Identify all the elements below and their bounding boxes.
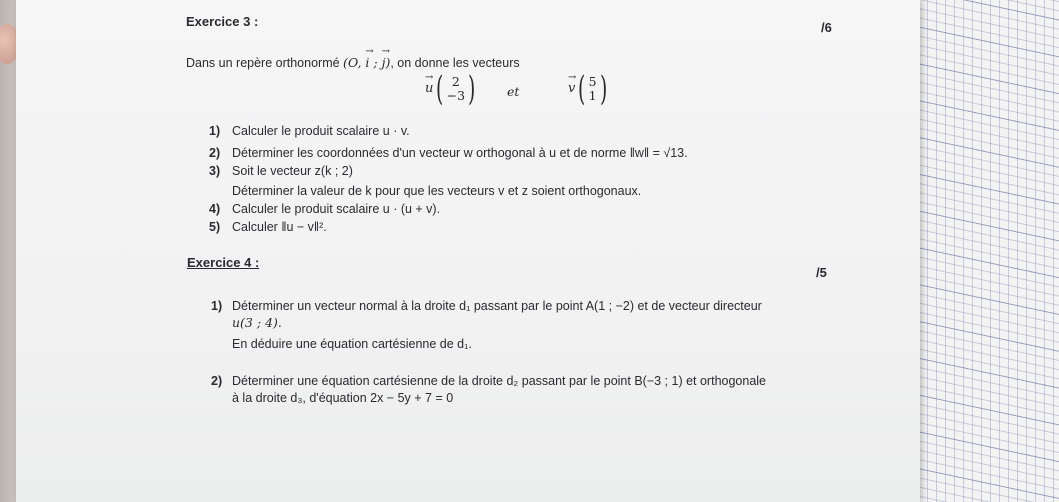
vector-v: → v ( 5 1 ): [568, 69, 607, 109]
exam-sheet: [16, 0, 920, 502]
ex3-q5-text: Calculer ‖u − v‖².: [232, 220, 327, 234]
ex4-q2-text: Déterminer une équation cartésienne de la droite d₂ passant par le point B(−3 ; 1) et orthogonale: [232, 374, 767, 388]
exercise-4-title: Exercice 4 :: [187, 255, 260, 270]
ex3-q3-text: Soit le vecteur z(k ; 2): [232, 164, 353, 178]
ex4-q2-number: 2): [211, 374, 223, 388]
ex3-q2-number: 2): [209, 146, 221, 160]
exercise-3-intro: Dans un repère orthonormé (O, → i ; → j), on donne les vecteurs: [186, 46, 520, 70]
grid-paper-sheet: [900, 0, 1059, 502]
ex4-q2-text2: à la droite d₃, d'équation 2x − 5y + 7 = 0: [232, 391, 454, 405]
et-label: et: [507, 84, 520, 99]
ex3-q1-text: Calculer le produit scalaire u · v.: [232, 124, 410, 138]
ex3-q4-number: 4): [209, 202, 221, 216]
exercise-4-points: /5: [816, 265, 827, 280]
exercise-3-title: Exercice 3 :: [186, 14, 259, 29]
ex3-q4-text: Calculer le produit scalaire u · (u + v).: [232, 202, 441, 216]
ex3-q5-number: 5): [209, 220, 221, 234]
ex4-q1-text2: u(3 ; 4).: [232, 315, 282, 330]
ex3-q3-number: 3): [209, 164, 221, 178]
ex3-q2-text: Déterminer les coordonnées d'un vecteur w orthogonal à u et de norme ‖w‖ = √13.: [232, 146, 688, 160]
ex4-q1-text3: En déduire une équation cartésienne de d₁.: [232, 337, 472, 351]
ex4-q1-number: 1): [211, 299, 223, 313]
vector-u: → u ( 2 −3 ): [425, 69, 476, 109]
exercise-3-points: /6: [821, 20, 832, 35]
ex4-q1-text: Déterminer un vecteur normal à la droite d₁ passant par le point A(1 ; −2) et de vecteur directeur: [232, 299, 762, 313]
ex3-q1-number: 1): [209, 124, 221, 138]
ex3-q3-text2: Déterminer la valeur de k pour que les vecteurs v et z soient orthogonaux.: [232, 184, 642, 198]
